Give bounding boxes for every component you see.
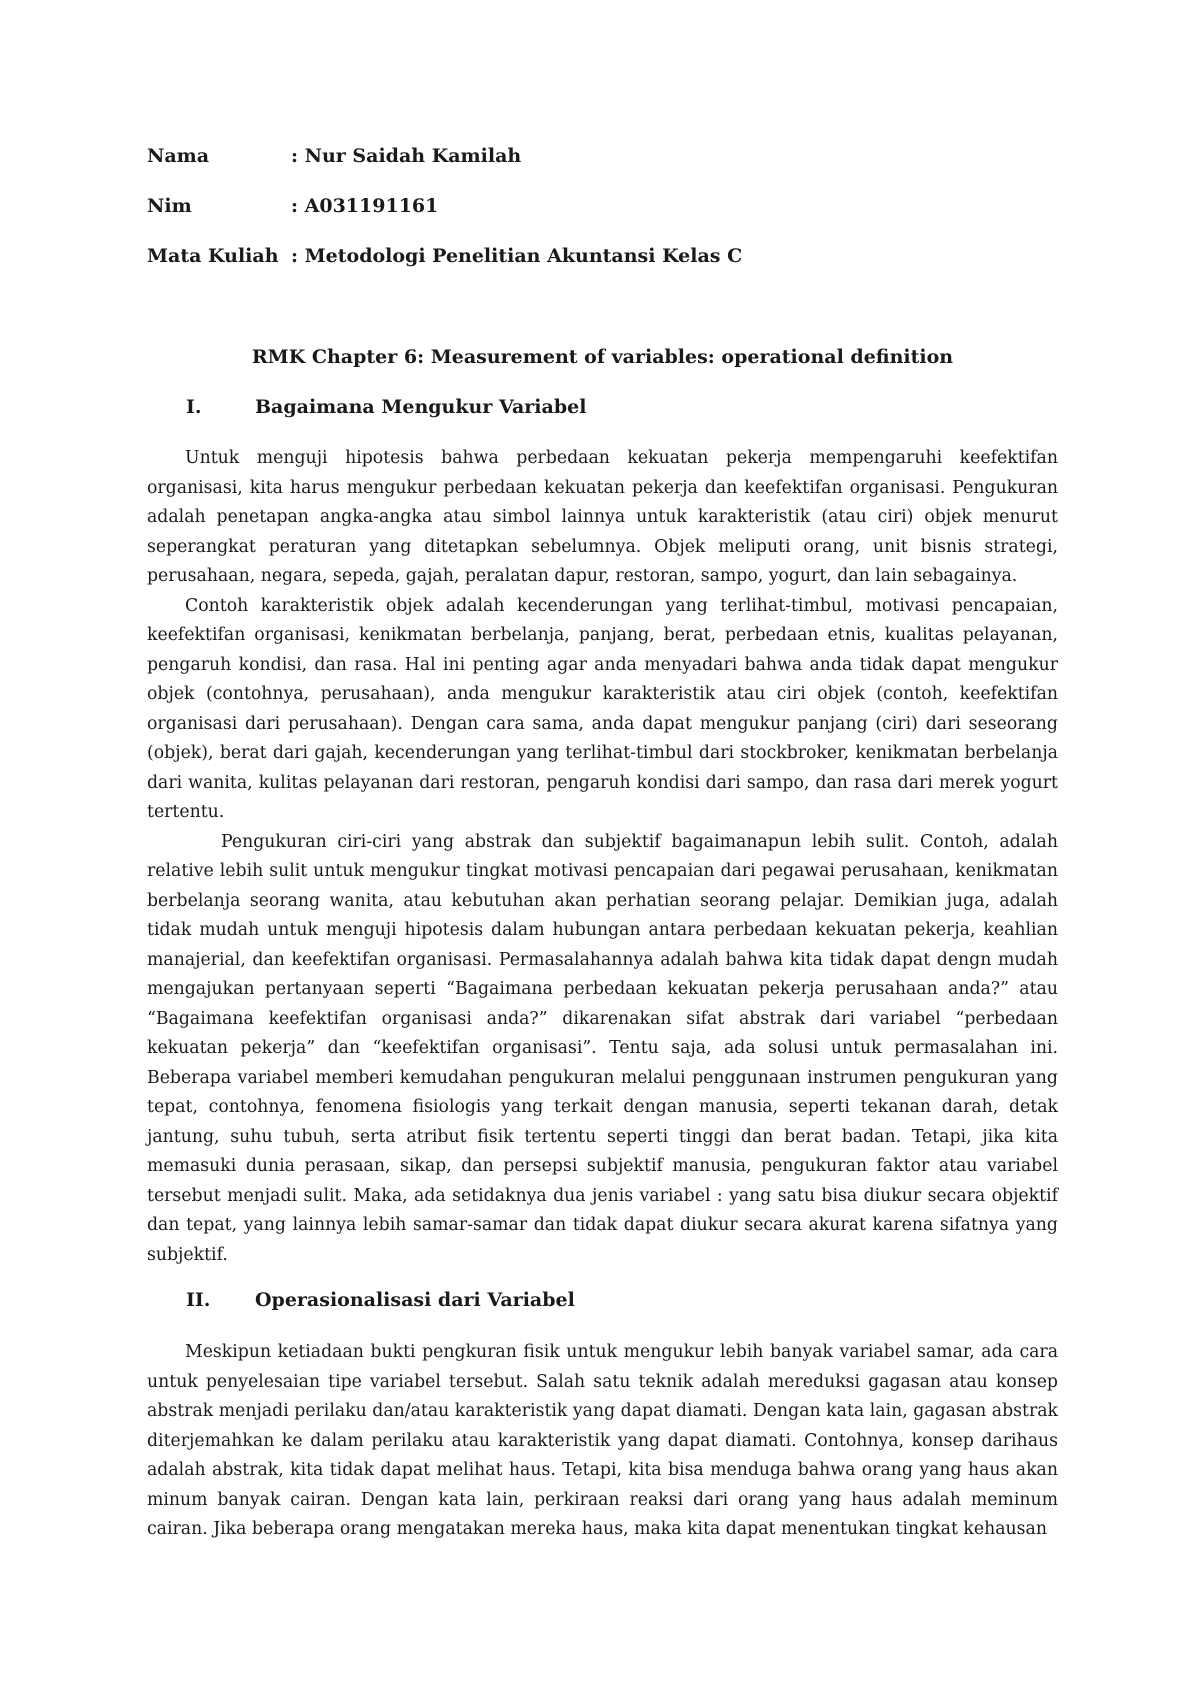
section-number-2: II.: [186, 1289, 211, 1311]
paragraph: Meskipun ketiadaan bukti pengkuran fisik untuk mengukur lebih banyak variabel samar, ada cara untuk penyelesaian tipe variabel tersebut. Salah satu teknik adalah mereduksi gagasan atau konsep abstrak menjadi perilaku dan/atau karakteristik yang dapat diamati. Dengan kata lain, gagasan abstrak diterjemahkan ke dalam perilaku atau karakteristik yang dapat diamati. Contohnya, konsep darihaus adalah abstrak, kita tidak dapat melihat haus. Tetapi, kita bisa menduga bahwa orang yang haus akan minum banyak cairan. Dengan kata lain, perkiraan reaksi dari orang yang haus adalah meminum cairan. Jika beberapa orang mengatakan mereka haus, maka kita dapat menentukan tingkat kehausan: [147, 1342, 1058, 1539]
section-title-1: Bagaimana Mengukur Variabel: [255, 396, 587, 418]
paragraph: Pengukuran ciri-ciri yang abstrak dan subjektif bagaimanapun lebih sulit. Contoh, adalah relative lebih sulit untuk mengukur tingkat motivasi pencapaian dari pegawai perusahaan, kenikmatan berbelanja seorang wanita, atau kebutuhan akan perhatian seorang pelajar. Demikian juga, adalah tidak mudah untuk menguji hipotesis dalam hubungan antara perbedaan kekuatan pekerja, keahlian manajerial, dan keefektifan organisasi. Permasalahannya adalah bahwa kita tidak dapat dengn mudah mengajukan pertanyaan seperti “Bagaimana perbedaan kekuatan pekerja perusahaan anda?” atau “Bagaimana keefektifan organisasi anda?” dikarenakan sifat abstrak dari variabel “perbedaan kekuatan pekerja” dan “keefektifan organisasi”. Tentu saja, ada solusi untuk permasalahan ini. Beberapa variabel memberi kemudahan pengukuran melalui penggunaan instrumen pengukuran yang tepat, contohnya, fenomena fisiologis yang terkait dengan manusia, seperti tekanan darah, detak jantung, suhu tubuh, serta atribut fisik tertentu seperti tinggi dan berat badan. Tetapi, jika kita memasuki dunia perasaan, sikap, dan persepsi subjektif manusia, pengukuran faktor atau variabel tersebut menjadi sulit. Maka, ada setidaknya dua jenis variabel : yang satu bisa diukur secara objektif dan tepat, yang lainnya lebih samar-samar dan tidak dapat diukur secara akurat karena sifatnya yang subjektif.: [147, 831, 1058, 1265]
section-body-2: [147, 1338, 1058, 1545]
paragraph: Untuk menguji hipotesis bahwa perbedaan kekuatan pekerja mempengaruhi keefektifan organisasi, kita harus mengukur perbedaan kekuatan pekerja dan keefektifan organisasi. Pengukuran adalah penetapan angka-angka atau simbol lainnya untuk karakteristik (atau ciri) objek menurut seperangkat peraturan yang ditetapkan sebelumnya. Objek meliputi orang, unit bisnis strategi, perusahaan, negara, sepeda, gajah, peralatan dapur, restoran, sampo, yogurt, dan lain sebagainya.: [147, 448, 1058, 586]
nim-value: : A031191161: [291, 195, 439, 217]
nim-row: [147, 195, 742, 245]
section-heading-2: [186, 1289, 575, 1311]
course-label: Mata Kuliah: [147, 245, 279, 267]
course-row: [147, 245, 742, 295]
course-value: : Metodologi Penelitian Akuntansi Kelas C: [291, 245, 743, 267]
document-title: RMK Chapter 6: Measurement of variables: operational definition: [251, 346, 954, 368]
paragraph: Contoh karakteristik objek adalah kecenderungan yang terlihat-timbul, motivasi pencapaian, keefektifan organisasi, kenikmatan berbelanja, panjang, berat, perbedaan etnis, kualitas pelayanan, pengaruh kondisi, dan rasa. Hal ini penting agar anda menyadari bahwa anda tidak dapat mengukur objek (contohnya, perusahaan), anda mengukur karakteristik atau ciri objek (contoh, keefektifan organisasi dari perusahaan). Dengan cara sama, anda dapat mengukur panjang (ciri) dari seseorang (objek), berat dari gajah, kecenderungan yang terlihat-timbul dari stockbroker, kenikmatan berbelanja dari wanita, kulitas pelayanan dari restoran, pengaruh kondisi dari sampo, dan rasa dari merek yogurt tertentu.: [147, 595, 1058, 822]
section-number-1: I.: [186, 396, 202, 418]
name-value: : Nur Saidah Kamilah: [291, 145, 522, 167]
student-info: [147, 145, 742, 295]
name-row: [147, 145, 742, 195]
nim-label: Nim: [147, 195, 192, 217]
name-label: Nama: [147, 145, 210, 167]
section-title-2: Operasionalisasi dari Variabel: [255, 1289, 575, 1311]
section-heading-1: [186, 396, 586, 418]
section-body-1: [147, 444, 1058, 1270]
